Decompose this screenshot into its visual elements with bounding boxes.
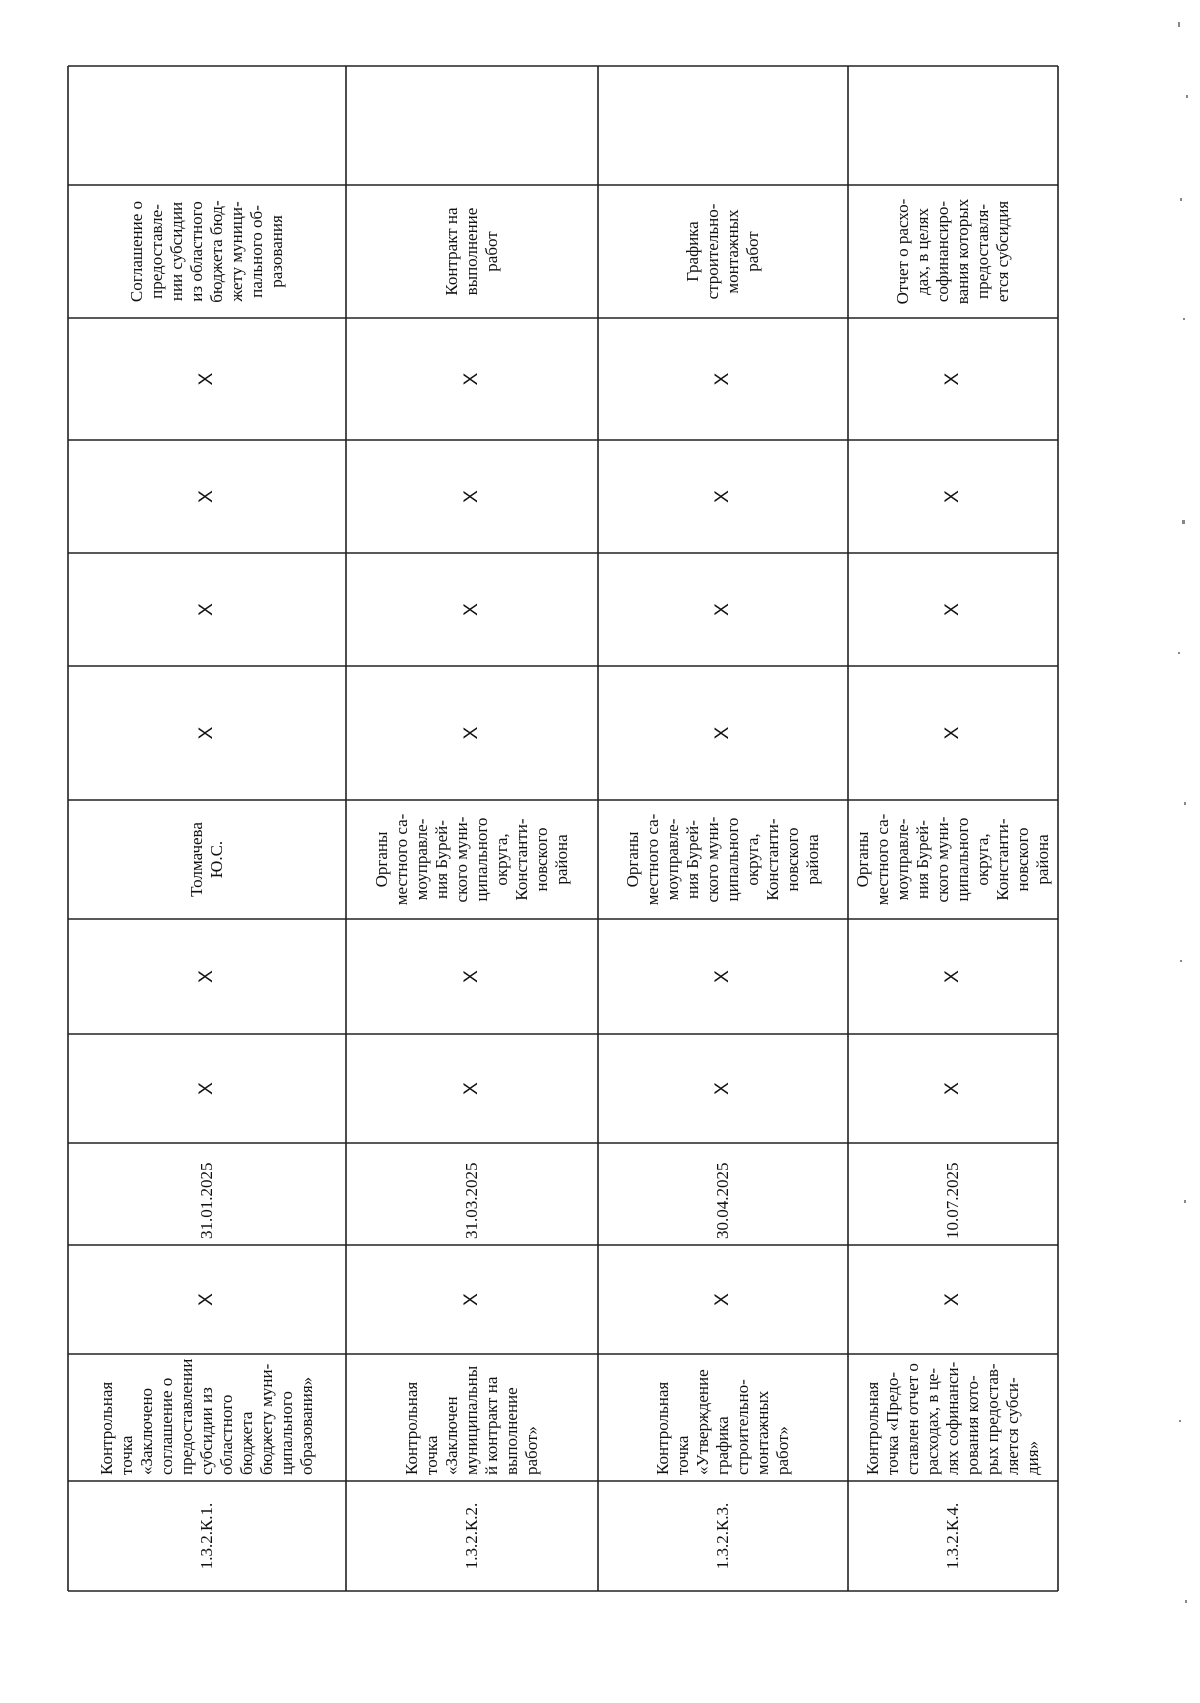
cell-document-line: дах, в целях — [913, 208, 932, 295]
cell-responsible-line: Константи- — [763, 818, 782, 901]
cell-col9 — [942, 603, 963, 616]
cell-col9 — [196, 603, 217, 616]
cell-document-line: выполнение — [462, 207, 481, 296]
cell-code-line: 1.3.2.К.2. — [462, 1502, 481, 1570]
cell-name-line: строительно- — [733, 1379, 752, 1475]
cell-col9 — [461, 603, 482, 616]
cell-document-line: предоставле- — [147, 204, 166, 299]
cell-date — [713, 1163, 732, 1240]
cell-date-line: 31.01.2025 — [197, 1162, 216, 1239]
cell-document-line: бюджета бюд- — [207, 200, 226, 303]
cell-col9-line: X — [712, 603, 733, 616]
cell-document-line: предоставля- — [973, 204, 992, 299]
cell-date-line: 10.07.2025 — [943, 1162, 962, 1239]
cell-name-line: монтажных — [753, 1390, 772, 1475]
cell-col6 — [461, 970, 482, 983]
cell-col11 — [712, 372, 733, 385]
cell-col5 — [712, 1082, 733, 1095]
cell-responsible-line: местного са- — [873, 813, 892, 906]
cell-document — [683, 203, 762, 299]
cell-responsible-line: района — [803, 834, 822, 885]
cell-name-line: точка «Предо- — [883, 1371, 902, 1475]
cell-col5 — [196, 1082, 217, 1095]
cell-col3 — [942, 1293, 963, 1306]
cell-code — [943, 1503, 962, 1570]
cell-document-line: пального об- — [247, 205, 266, 298]
cell-col11-line: X — [712, 372, 733, 386]
cell-date — [197, 1163, 216, 1240]
cell-responsible-line: Органы — [372, 831, 391, 888]
cell-responsible-line: моуправле- — [893, 818, 912, 901]
cell-code-line: 1.3.2.К.4. — [943, 1502, 962, 1570]
cell-col9 — [712, 603, 733, 616]
cell-col11 — [942, 372, 963, 385]
cell-name-line: «Заключено — [137, 1387, 156, 1475]
cell-name-line: Контрольная — [863, 1381, 882, 1475]
cell-name-line: работ» — [522, 1426, 541, 1475]
cell-name-line: рых предостав- — [983, 1363, 1002, 1475]
scan-edge-specks — [1178, 22, 1188, 1603]
cell-col8-line: X — [461, 726, 482, 740]
cell-responsible-line: новского — [1013, 827, 1032, 892]
cell-name-line: Контрольная — [97, 1381, 116, 1475]
cell-document — [893, 198, 1012, 304]
cell-name-line: муниципальны — [462, 1365, 481, 1475]
cell-responsible-line: округа, — [743, 833, 762, 886]
cell-responsible-line: ния Бурей- — [432, 820, 451, 899]
cell-document — [442, 207, 501, 296]
cell-responsible-line: моуправле- — [412, 818, 431, 901]
cell-name-line: выполнение — [502, 1387, 521, 1475]
cell-responsible-line: Органы — [623, 831, 642, 888]
cell-name-line: предоставлении — [177, 1358, 196, 1475]
cell-col6-line: X — [196, 970, 217, 983]
cell-document-line: монтажных — [723, 209, 742, 294]
cell-responsible-line: района — [552, 834, 571, 885]
cell-date — [462, 1163, 481, 1240]
cell-responsible — [187, 822, 226, 897]
cell-col6 — [712, 970, 733, 983]
cell-name-line: Контрольная — [402, 1381, 421, 1475]
cell-col9-line: X — [942, 603, 963, 616]
cell-col11 — [196, 372, 217, 385]
cell-col10 — [196, 490, 217, 503]
cell-name-line: лях софинанси- — [943, 1361, 962, 1475]
cell-col8-line: X — [712, 726, 733, 740]
cell-col6 — [196, 970, 217, 983]
cell-col3-line: X — [712, 1293, 733, 1306]
cell-responsible-line: Константи- — [512, 818, 531, 901]
cell-responsible-line: местного са- — [392, 813, 411, 906]
cell-name-line: образования» — [297, 1376, 316, 1475]
cell-responsible-line: округа, — [492, 833, 511, 886]
cell-code-line: 1.3.2.К.1. — [197, 1502, 216, 1570]
cell-name-line: «Заключен — [442, 1396, 461, 1475]
cell-document-line: работ — [743, 231, 762, 272]
cell-name — [402, 1365, 541, 1475]
cell-col3 — [196, 1293, 217, 1306]
cell-name-line: «Утверждение — [693, 1369, 712, 1475]
cell-col6-line: X — [712, 970, 733, 983]
cell-col3 — [712, 1293, 733, 1306]
cell-col10-line: X — [942, 490, 963, 503]
cell-responsible-line: ского муни- — [452, 816, 471, 903]
cell-name-line: точка — [422, 1435, 441, 1475]
cell-col8-line: X — [196, 726, 217, 740]
cell-responsible-line: ципального — [953, 817, 972, 902]
cell-name-line: Контрольная — [653, 1381, 672, 1475]
cell-col8-line: X — [942, 726, 963, 740]
cell-responsible-line: ния Бурей- — [683, 820, 702, 899]
cell-col10-line: X — [196, 490, 217, 503]
cell-name-line: областного — [217, 1394, 236, 1475]
cell-name-line: соглашение о — [157, 1377, 176, 1475]
cell-col5 — [461, 1082, 482, 1095]
cell-document-line: нии субсидии — [167, 201, 186, 302]
cell-document-line: ется субсидия — [993, 200, 1012, 303]
cell-responsible-line: новского — [532, 827, 551, 892]
cell-name-line: точка — [117, 1435, 136, 1475]
cell-col3-line: X — [942, 1293, 963, 1306]
cell-document-line: разования — [267, 215, 286, 288]
cell-responsible-line: ского муни- — [703, 816, 722, 903]
cell-responsible-line: Константи- — [993, 818, 1012, 901]
cell-responsible-line: новского — [783, 827, 802, 892]
cell-document-line: софинансиро- — [933, 200, 952, 303]
cell-responsible-line: ского муни- — [933, 816, 952, 903]
cell-document-line: Соглашение о — [127, 200, 146, 303]
cell-code — [462, 1503, 481, 1570]
cell-responsible-line: округа, — [973, 833, 992, 886]
cell-document-line: Контракт на — [442, 207, 461, 296]
cell-responsible-line: Толмачева — [187, 822, 206, 897]
cell-col11 — [461, 372, 482, 385]
cell-col8 — [942, 726, 963, 739]
cell-name-line: дия» — [1023, 1440, 1042, 1475]
cell-document-line: строительно- — [703, 203, 722, 300]
cell-col9-line: X — [196, 603, 217, 616]
cell-document-line: жету муници- — [227, 201, 246, 302]
cell-col5-line: X — [942, 1082, 963, 1095]
cell-col3 — [461, 1293, 482, 1306]
cell-date — [943, 1163, 962, 1240]
cell-responsible-line: Органы — [853, 831, 872, 888]
cell-document-line: вания которых — [953, 198, 972, 305]
cell-name — [863, 1361, 1042, 1475]
cell-code — [197, 1503, 216, 1570]
cell-col8 — [196, 726, 217, 739]
cell-name-line: ставлен отчет о — [903, 1363, 922, 1475]
cell-code — [713, 1503, 732, 1570]
cell-code-line: 1.3.2.К.3. — [713, 1502, 732, 1570]
cell-col9-line: X — [461, 603, 482, 616]
cell-responsible-line: района — [1033, 834, 1052, 885]
cell-responsible — [372, 813, 571, 905]
cell-col5-line: X — [712, 1082, 733, 1095]
cell-name — [97, 1359, 316, 1475]
cell-col6-line: X — [942, 970, 963, 983]
cell-col5-line: X — [196, 1082, 217, 1095]
cell-col10 — [461, 490, 482, 503]
cell-responsible-line: ния Бурей- — [913, 820, 932, 899]
cell-name-line: графика — [713, 1416, 732, 1475]
cell-col10 — [712, 490, 733, 503]
cell-document-line: работ — [482, 231, 501, 272]
cell-col11-line: X — [461, 372, 482, 386]
cell-name-line: работ» — [773, 1426, 792, 1475]
cell-name-line: бюджету муни- — [257, 1363, 276, 1475]
cell-col5-line: X — [461, 1082, 482, 1095]
cell-name-line: ципального — [277, 1391, 296, 1475]
cell-col11-line: X — [942, 372, 963, 386]
cell-responsible-line: ципального — [723, 817, 742, 902]
cell-document — [127, 200, 286, 303]
cell-col10-line: X — [461, 490, 482, 503]
cell-name-line: расходах, в це- — [923, 1367, 942, 1475]
cell-name-line: й контракт на — [482, 1376, 501, 1475]
cell-col6-line: X — [461, 970, 482, 983]
cell-col3-line: X — [461, 1293, 482, 1306]
cell-col6 — [942, 970, 963, 983]
cell-col8 — [461, 726, 482, 739]
cell-name — [653, 1369, 792, 1475]
cell-responsible-line: ципального — [472, 817, 491, 902]
cell-col11-line: X — [196, 372, 217, 386]
cell-name-line: рования кото- — [963, 1375, 982, 1475]
cell-responsible-line: местного са- — [643, 813, 662, 906]
cell-col10 — [942, 490, 963, 503]
cell-col8 — [712, 726, 733, 739]
cell-col5 — [942, 1082, 963, 1095]
cell-responsible-line: Ю.С. — [207, 840, 226, 879]
table-cells — [97, 198, 1052, 1569]
cell-date-line: 30.04.2025 — [713, 1162, 732, 1239]
cell-name-line: бюджета — [237, 1411, 256, 1475]
cell-responsible — [853, 813, 1052, 905]
cell-col10-line: X — [712, 490, 733, 503]
cell-date-line: 31.03.2025 — [462, 1162, 481, 1239]
cell-col3-line: X — [196, 1293, 217, 1306]
cell-name-line: точка — [673, 1435, 692, 1475]
cell-responsible-line: моуправле- — [663, 818, 682, 901]
cell-responsible — [623, 813, 822, 905]
cell-document-line: Отчет о расхо- — [893, 198, 912, 305]
cell-name-line: субсидии из — [197, 1387, 216, 1475]
cell-name-line: ляется субси- — [1003, 1377, 1022, 1475]
cell-document-line: из областного — [187, 201, 206, 302]
cell-document-line: Графика — [683, 221, 702, 282]
